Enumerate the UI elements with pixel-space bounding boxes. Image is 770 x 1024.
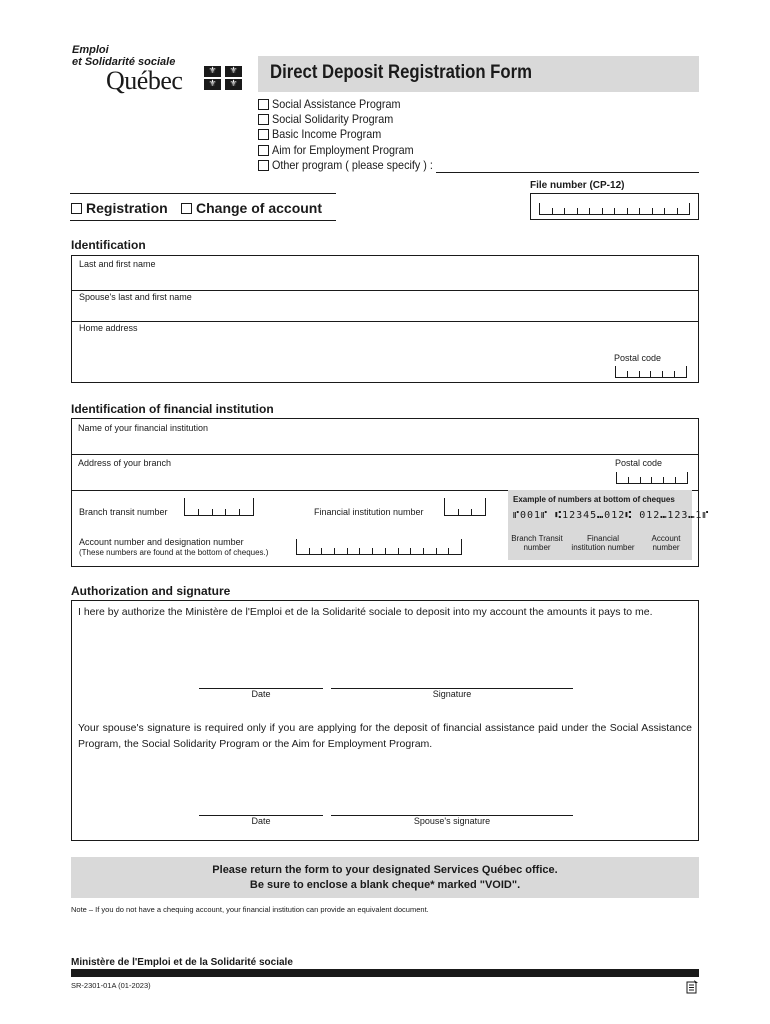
ministry-name: Ministère de l'Emploi et de la Solidarité sociale [71, 957, 293, 968]
org-name-line2: et Solidarité sociale [72, 56, 176, 68]
cheque-example-panel [508, 490, 710, 560]
last-first-name-field[interactable] [72, 256, 698, 290]
spouse-signature-statement: Your spouse's signature is required only if you are applying for the deposit of financial assistance paid under the Social Assistance Program, the Social Solidarity Program or the Aim for Employment Program. [78, 722, 692, 750]
program-label: Social Solidarity Program [272, 112, 394, 126]
authorization-box [71, 600, 699, 841]
divider [70, 220, 336, 221]
postal-code-field[interactable] [615, 367, 687, 378]
branch-address-field[interactable] [72, 455, 612, 490]
identification-title: Identification [71, 238, 146, 252]
home-address-field[interactable] [72, 322, 612, 382]
account-number-caption [644, 534, 688, 552]
fleur-de-lis-flag-icon [204, 66, 242, 92]
program-checkbox[interactable] [258, 114, 269, 125]
program-checkbox[interactable] [258, 99, 269, 110]
program-option[interactable] [258, 97, 415, 111]
form-title: Direct Deposit Registration Form [270, 62, 532, 83]
org-name [72, 44, 175, 68]
signature-label: Signature [432, 689, 472, 699]
branch-transit-label: Branch transit number [79, 507, 168, 517]
file-number-field[interactable] [530, 193, 699, 220]
branch-transit-caption-1: Branch Transit [511, 534, 563, 543]
program-checkbox[interactable] [258, 129, 269, 140]
program-label: Basic Income Program [272, 127, 382, 141]
institution-number-caption [568, 534, 638, 552]
spouse-name-field[interactable] [72, 291, 698, 321]
branch-postal-code-field[interactable] [616, 473, 688, 484]
postal-code-label: Postal code [614, 353, 662, 363]
date-label: Date [251, 689, 271, 699]
registration-checkbox[interactable] [71, 203, 82, 214]
account-caption-1: Account [651, 534, 681, 543]
program-checkbox[interactable] [258, 160, 269, 171]
account-number-field[interactable] [296, 540, 462, 555]
form-code: SR-2301-01A (01-2023) [71, 981, 151, 990]
change-account-label: Change of account [196, 200, 323, 216]
recycled-paper-icon [686, 980, 698, 994]
last-first-name-label: Last and first name [79, 259, 156, 269]
return-notice-line1: Please return the form to your designated Services Québec office. [212, 864, 558, 876]
change-account-option[interactable] [181, 200, 322, 216]
institution-number-field[interactable] [444, 499, 486, 516]
spouse-signature-label: Spouse's signature [413, 816, 491, 826]
branch-transit-field[interactable] [184, 499, 254, 516]
fleur-de-lis-icon: ⚜ [204, 79, 221, 90]
institution-name-label: Name of your financial institution [78, 423, 209, 433]
account-caption-2: number [652, 543, 680, 552]
program-label: Social Assistance Program [272, 97, 401, 111]
institution-name-field[interactable] [72, 419, 698, 454]
program-checkbox[interactable] [258, 145, 269, 156]
registration-label: Registration [86, 200, 168, 216]
authorization-statement: I here by authorize the Ministère de l'Emploi et de la Solidarité sociale to deposit into my account the amounts it pays to me. [78, 606, 653, 618]
account-number-label: Account number and designation number [79, 537, 244, 547]
home-address-label: Home address [79, 323, 138, 333]
program-option[interactable] [258, 112, 407, 126]
cheque-example-title: Example of numbers at bottom of cheques [513, 495, 675, 504]
org-name-line1: Emploi [72, 44, 109, 56]
identification-box [71, 255, 699, 383]
spouse-name-label: Spouse's last and first name [79, 292, 192, 302]
file-number-label: File number (CP-12) [530, 180, 625, 191]
fleur-de-lis-icon: ⚜ [204, 66, 221, 77]
branch-transit-caption-2: number [523, 543, 551, 552]
fleur-de-lis-icon: ⚜ [225, 79, 242, 90]
registration-option[interactable] [71, 200, 168, 216]
change-account-checkbox[interactable] [181, 203, 192, 214]
spouse-date-label: Date [251, 816, 271, 826]
file-number-comb [539, 204, 690, 215]
program-option[interactable] [258, 127, 393, 141]
program-option[interactable] [258, 143, 429, 157]
branch-transit-caption [511, 534, 563, 552]
branch-postal-code-label: Postal code [615, 458, 663, 468]
quebec-wordmark: Québec [106, 66, 183, 95]
institution-caption-1: Financial [586, 534, 619, 543]
other-program-field[interactable] [436, 172, 699, 173]
divider [70, 193, 336, 194]
fleur-de-lis-icon: ⚜ [225, 66, 242, 77]
footer-bar [71, 969, 699, 977]
return-notice [71, 857, 699, 898]
return-notice-line2: Be sure to enclose a blank cheque* marked "VOID". [249, 879, 521, 891]
program-label: Other program ( please specify ) : [272, 158, 433, 172]
program-label: Aim for Employment Program [272, 143, 414, 157]
account-number-note: (These numbers are found at the bottom of cheques.) [79, 548, 269, 557]
footnote: Note – If you do not have a chequing account, your financial institution can provide an equivalent document. [71, 905, 429, 914]
cheque-micr-line: ⑈001⑈ ⑆12345⑉012⑆ 012⑉123⑉1⑈ [513, 510, 710, 521]
branch-address-label: Address of your branch [78, 458, 172, 468]
authorization-title: Authorization and signature [71, 584, 231, 598]
financial-title: Identification of financial institution [71, 402, 274, 416]
program-option[interactable] [258, 158, 451, 172]
institution-caption-2: institution number [571, 543, 635, 552]
institution-number-label: Financial institution number [314, 507, 424, 517]
form-title-band [258, 56, 699, 92]
